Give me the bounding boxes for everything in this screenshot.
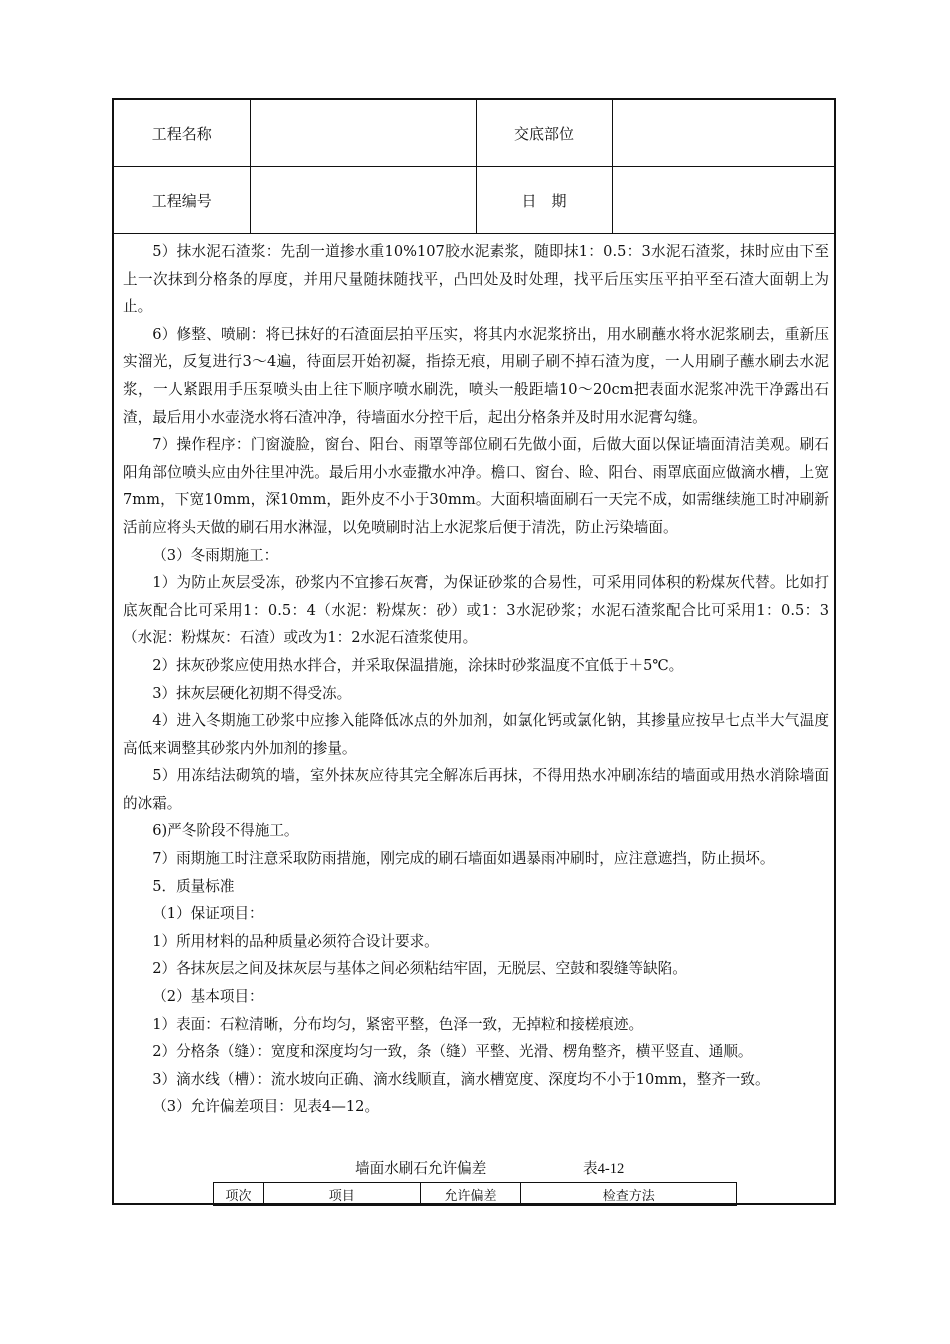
- column-header-tolerance: 允许偏差: [420, 1183, 521, 1206]
- location-value: [612, 100, 834, 167]
- column-header-item: 项目: [263, 1183, 420, 1206]
- paragraph: 1）表面：石粒清晰，分布均匀，紧密平整，色泽一致，无掉粒和接槎痕迹。: [152, 1015, 644, 1033]
- paragraph: 5）抹水泥石渣浆：先刮一道掺水重10%107胶水泥素浆，随即抹1：0.5：3水泥石渣浆，抹时应由下至上一次抹到分格条的厚度，并用尺量随抹随找平，凸凹处及时处理，找平后压实压平拍平至石渣大面朝上为止。: [123, 243, 829, 316]
- paragraph: 4）进入冬期施工砂浆中应掺入能降低冰点的外加剂，如氯化钙或氯化钠，其掺量应按早七点半大气温度高低来调整其砂浆内外加剂的掺量。: [123, 712, 829, 757]
- paragraph: （3）冬雨期施工：: [152, 546, 279, 564]
- paragraph: 7）操作程序：门窗漩脸，窗台、阳台、雨罩等部位刷石先做小面，后做大面以保证墙面清洁美观。刷石阳角部位喷头应由外往里冲洗。最后用小水壶撒水冲净。檐口、窗台、睑、阳台、雨罩底面应做滴水槽，上宽7mm，下宽10mm，深10mm，距外皮不小于30mm。大面积墙面刷石一天完不成，如需继续施工时冲刷新活前应将头天做的刷石用水淋湿，以免喷刷时沾上水泥浆后便于清洗，防止污染墙面。: [123, 436, 829, 536]
- paragraph: 7）雨期施工时注意采取防雨措施，刚完成的刷石墙面如遇暴雨冲刷时，应注意遮挡，防止损坏。: [152, 850, 775, 868]
- paragraph: 2）抹灰砂浆应使用热水拌合，并采取保温措施，涂抹时砂浆温度不宜低于＋5℃。: [152, 656, 684, 674]
- column-header-method: 检查方法: [521, 1183, 737, 1206]
- paragraph: 1）为防止灰层受冻，砂浆内不宜掺石灰膏，为保证砂浆的合易性，可采用同体积的粉煤灰代替。比如打底灰配合比可采用1：0.5：4（水泥：粉煤灰：砂）或1：3水泥砂浆；水泥石渣浆配合比可采用1：0.5：3（水泥：粉煤灰：石渣）或改为1：2水泥石渣浆使用。: [123, 574, 829, 647]
- table-number: 表4-12: [583, 1161, 625, 1177]
- table-title: 墙面水刷石允许偏差: [355, 1160, 487, 1177]
- header-table: [114, 100, 834, 234]
- tolerance-table-header-row: [214, 1183, 737, 1206]
- paragraph: 5．质量标准: [152, 877, 235, 895]
- paragraph: 1）所用材料的品种质量必须符合设计要求。: [152, 932, 439, 950]
- paragraph: 6)严冬阶段不得施工。: [152, 822, 299, 840]
- paragraph: （3）允许偏差项目：见表4—12。: [152, 1098, 380, 1116]
- body-text: [123, 238, 829, 1121]
- paragraph: 5）用冻结法砌筑的墙，室外抹灰应待其完全解冻后再抹，不得用热水冲刷冻结的墙面或用热水消除墙面的冰霜。: [123, 767, 829, 812]
- paragraph: 2）各抹灰层之间及抹灰层与基体之间必须粘结牢固，无脱层、空鼓和裂缝等缺陷。: [152, 960, 687, 978]
- paragraph: （2）基本项目：: [152, 988, 264, 1006]
- paragraph: 3）滴水线（槽）：流水坡向正确、滴水线顺直，滴水槽宽度、深度均不小于10mm，整齐一致。: [152, 1070, 770, 1088]
- column-header-index: 项次: [214, 1183, 264, 1206]
- date-label: 日 期: [476, 167, 612, 234]
- tolerance-table: [213, 1182, 737, 1206]
- project-name-value: [250, 100, 476, 167]
- date-value: [612, 167, 834, 234]
- paragraph: 6）修整、喷刷：将已抹好的石渣面层拍平压实，将其内水泥浆挤出，用水刷蘸水将水泥浆刷去，重新压实溜光，反复进行3～4遍，待面层开始初凝，指捺无痕，用刷子刷不掉石渣为度，一人用刷子蘸水刷去水泥浆，一人紧跟用手压泵喷头由上往下顺序喷水刷洗，喷头一般距墙10～20cm把表面水泥浆冲洗干净露出石渣，最后用小水壶浇水将石渣冲净，待墙面水分控干后，起出分格条并及时用水泥膏勾缝。: [123, 325, 829, 426]
- paragraph: （1）保证项目：: [152, 905, 264, 923]
- paragraph: 2）分格条（缝）：宽度和深度均匀一致，条（缝）平整、光滑、楞角整齐，横平竖直、通顺。: [152, 1043, 753, 1061]
- location-label: 交底部位: [476, 100, 612, 167]
- document-frame: [112, 98, 836, 1205]
- project-no-label: 工程编号: [114, 167, 250, 234]
- project-no-value: [250, 167, 476, 234]
- paragraph: 3）抹灰层硬化初期不得受冻。: [152, 684, 352, 702]
- project-name-label: 工程名称: [114, 100, 250, 167]
